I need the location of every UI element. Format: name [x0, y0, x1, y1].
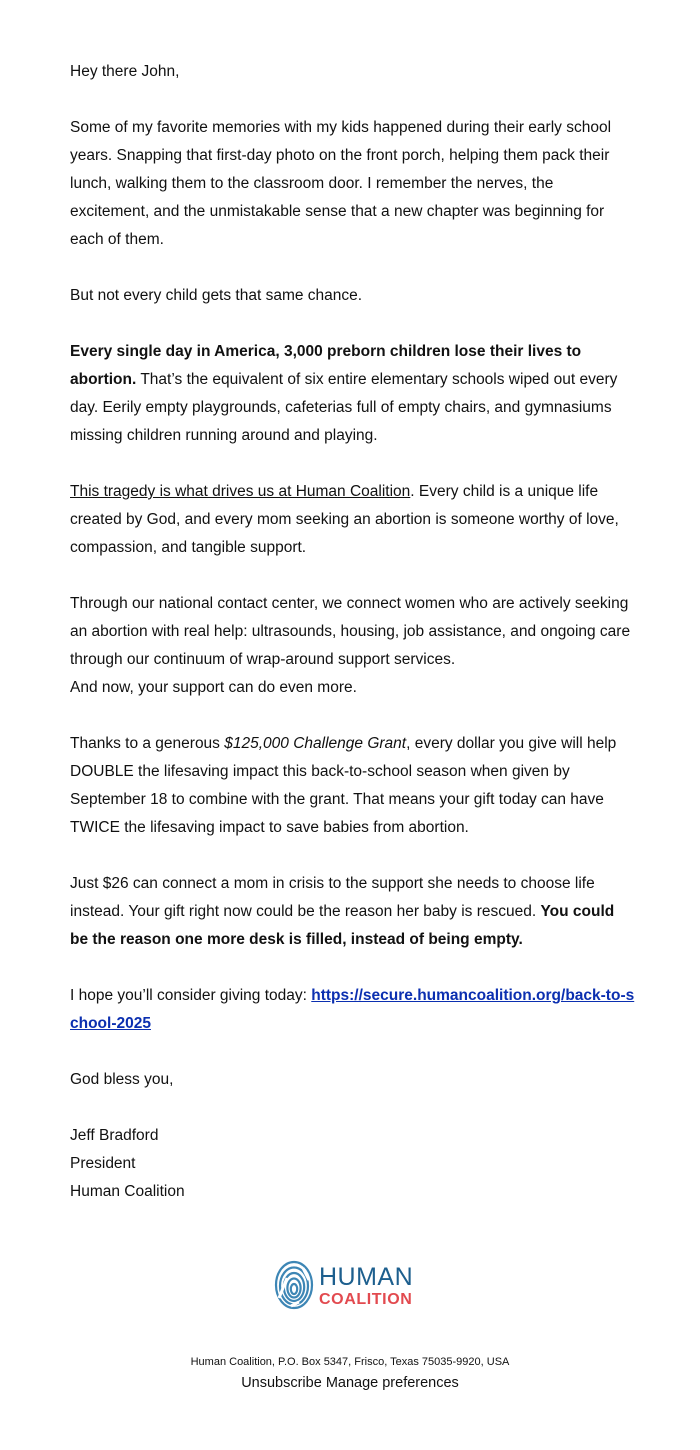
signature-name: Jeff Bradford: [70, 1127, 159, 1144]
human-coalition-logo: [273, 1256, 433, 1314]
logo-text-human: HUMAN: [319, 1263, 414, 1291]
fingerprint-icon: [273, 1258, 315, 1310]
grant-italic: $125,000 Challenge Grant: [224, 735, 407, 752]
paragraph-cta: [70, 982, 635, 1038]
footer-address: Human Coalition, P.O. Box 5347, Frisco, Texas 75035-9920, USA: [190, 1356, 510, 1368]
mission-rest: . Every child is a unique life created by God, and every mom seeking an abortion is someone worthy of love, compassion, and tangible support.: [70, 483, 619, 556]
paragraph-contact-center: Through our national contact center, we connect women who are actively seeking an abortion with real help: ultrasounds, housing, job assistance, and ongoing care through our continuum of wrap-around support services.: [70, 595, 631, 668]
paragraph-grant: [70, 730, 635, 842]
cta-text: I hope you’ll consider giving today:: [70, 987, 312, 1004]
paragraph-memories: Some of my favorite memories with my kids happened during their early school years. Snapping that first-day photo on the front porch, helping them pack their lunch, walking them to the classroom door. I remember the nerves, the excitement, and the unmistakable sense that a new chapter was beginning for each of them.: [70, 119, 612, 248]
statistic-bold: Every single day in America, 3,000 preborn children lose their lives to abortion.: [70, 343, 582, 388]
mission-underline: This tragedy is what drives us at Human Coalition: [70, 483, 411, 500]
gift-start: Just $26 can connect a mom in crisis to the support she needs to choose life instead. Your gift right now could be the reason her baby is rescued.: [70, 875, 595, 920]
greeting: Hey there John,: [70, 63, 180, 80]
donate-link[interactable]: https://secure.humancoalition.org/back-to-school-2025: [70, 987, 635, 1032]
paragraph-gift: [70, 870, 635, 954]
logo-text-coalition: COALITION: [319, 1291, 413, 1308]
signature-org: Human Coalition: [70, 1183, 185, 1200]
paragraph-mission: [70, 478, 635, 562]
statistic-rest: That’s the equivalent of six entire elementary schools wiped out every day. Eerily empty playgrounds, cafeterias full of empty chairs, and gymnasiums missing children running around and playing.: [70, 371, 618, 444]
paragraph-statistic: [70, 338, 635, 450]
grant-start: Thanks to a generous: [70, 735, 225, 752]
grant-rest: , every dollar you give will help DOUBLE the lifesaving impact this back-to-school season when given by September 18 to combine with the grant. That means your gift today can have TWICE the lifesaving impact to save babies from abortion.: [70, 735, 617, 836]
closing: God bless you,: [70, 1071, 174, 1088]
unsubscribe-link[interactable]: Unsubscribe: [241, 1375, 322, 1391]
footer-links: [0, 1375, 700, 1391]
paragraph-chance: But not every child gets that same chance.: [70, 287, 363, 304]
signature-title: President: [70, 1155, 136, 1172]
email-body: [70, 58, 635, 1206]
manage-preferences-link[interactable]: Manage preferences: [325, 1375, 459, 1391]
paragraph-support-more: And now, your support can do even more.: [70, 679, 357, 696]
gift-bold: You could be the reason one more desk is filled, instead of being empty.: [70, 903, 615, 948]
